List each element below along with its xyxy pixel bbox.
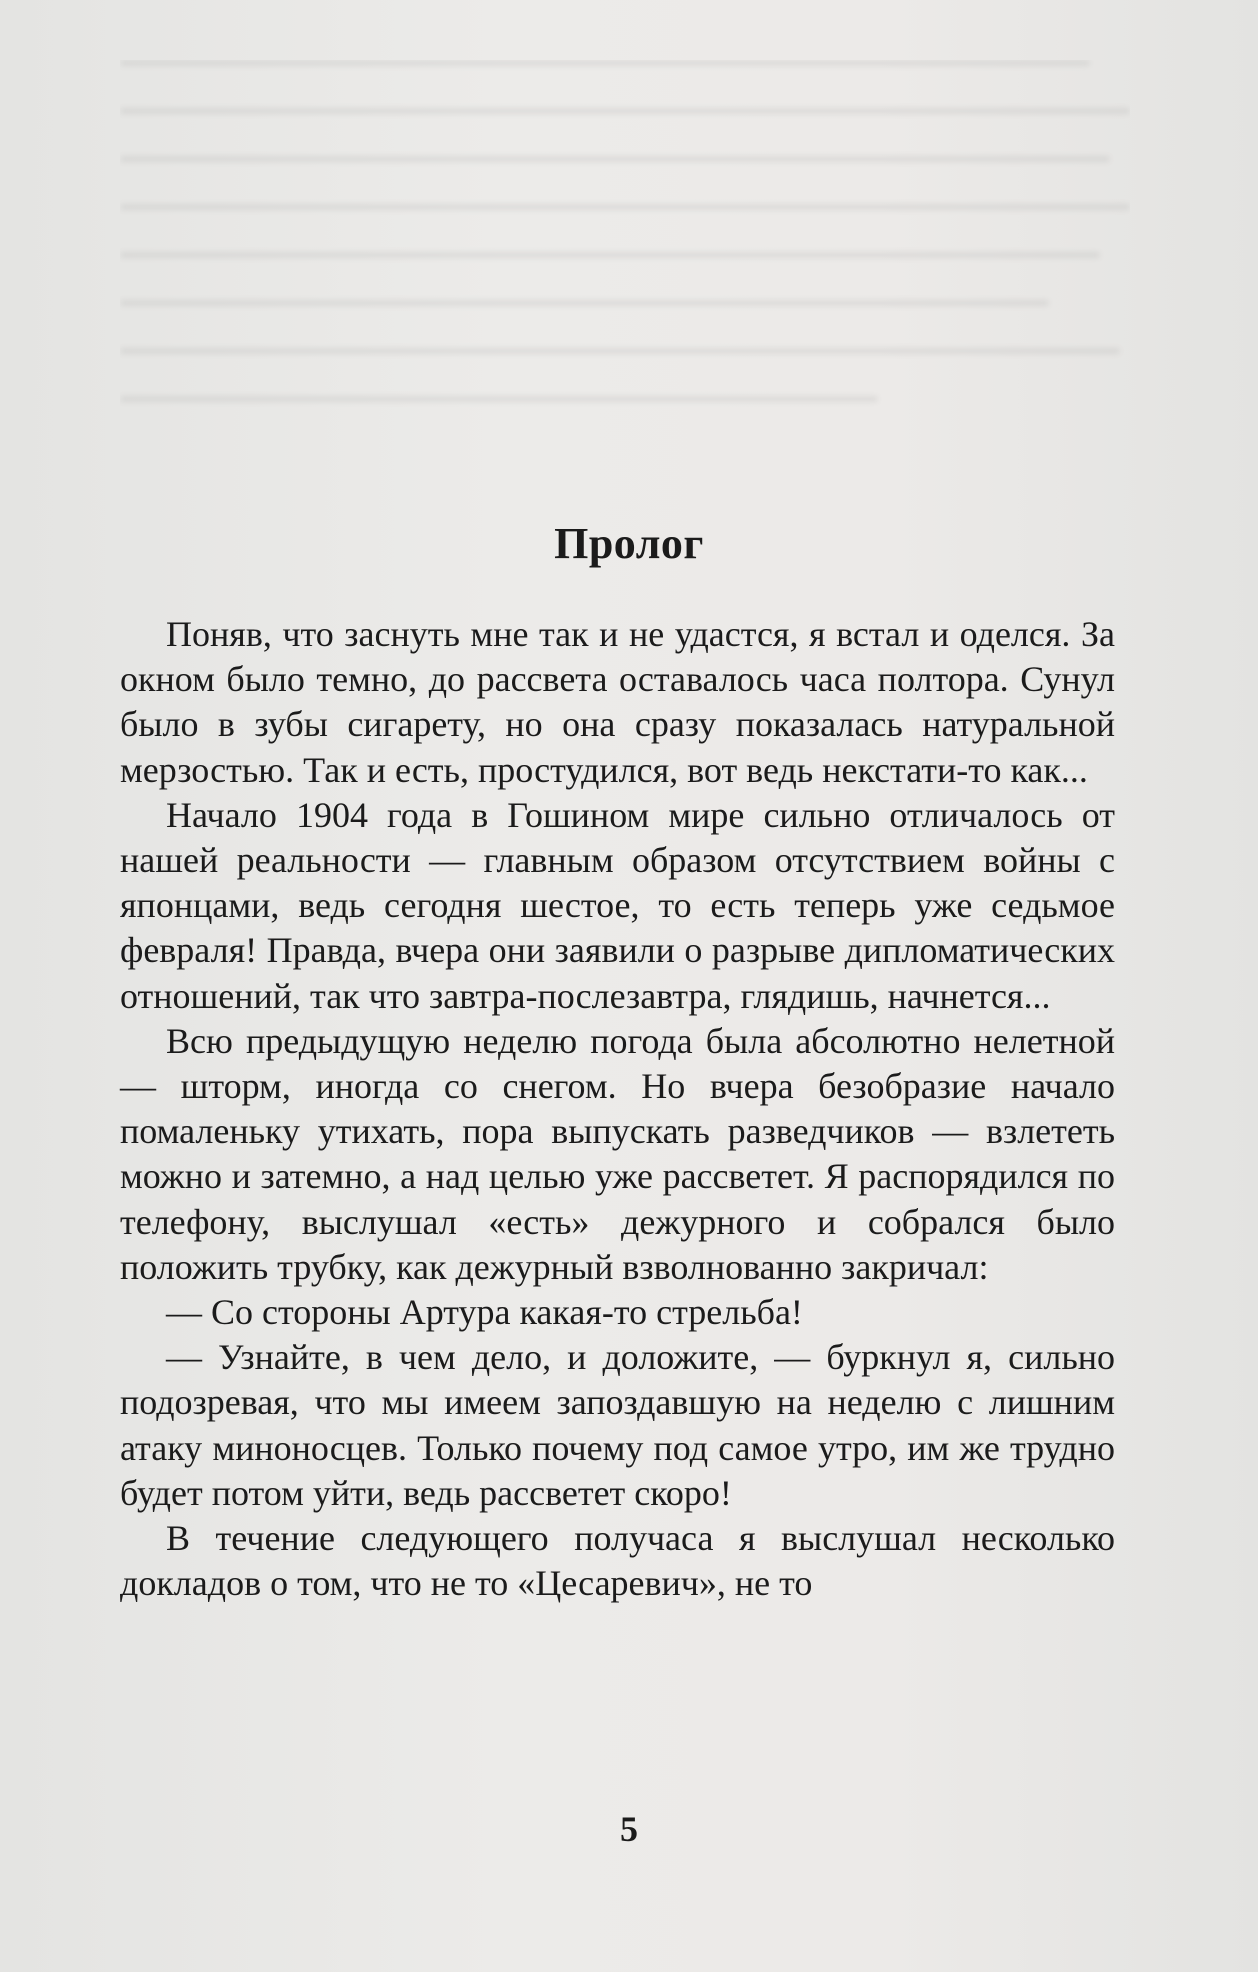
paragraph: Начало 1904 года в Гошином мире сильно отличалось от нашей реальности — главным образом отсутствием войны с японцами, ведь сегодня шестое, то есть теперь уже седьмое февраля! Правда, вчера они заявили о разрыве дипломатических отношений, так что завтра-послезавтра, глядишь, начнется...: [120, 794, 1115, 1016]
paragraph: В течение следующего получаса я выслушал несколько докладов о том, что не то «Цесаревич», не то: [120, 1518, 1115, 1604]
chapter-title: Пролог: [554, 519, 704, 568]
page-number: 5: [620, 1809, 638, 1849]
paragraph: Всю предыдущую неделю погода была абсолютно нелетной — шторм, иногда со снегом. Но вчера безобразие начало помаленьку утихать, пора выпускать разведчиков — взлететь можно и затемно, а над целью уже рассветет. Я распорядился по телефону, выслушал «есть» дежурного и собрался было положить трубку, как дежурный взволнованно закричал:: [120, 1020, 1115, 1287]
paragraph: Поняв, что заснуть мне так и не удастся, я встал и оделся. За окном было темно, до рассвета оставалось часа полтора. Сунул было в зубы сигарету, но она сразу показалась натуральной мерзостью. Так и есть, простудился, вот ведь некстати-то как...: [120, 614, 1115, 790]
paragraph: — Со стороны Артура какая-то стрельба!: [166, 1292, 803, 1333]
paragraph: — Узнайте, в чем дело, и доложите, — буркнул я, сильно подозревая, что мы имеем запоздавшую на неделю с лишним атаку миноносцев. Только почему под самое утро, им же трудно будет потом уйти, ведь рассветет скоро!: [120, 1337, 1115, 1513]
bleed-through-text: [120, 60, 1130, 540]
body-text: [120, 612, 1115, 1606]
